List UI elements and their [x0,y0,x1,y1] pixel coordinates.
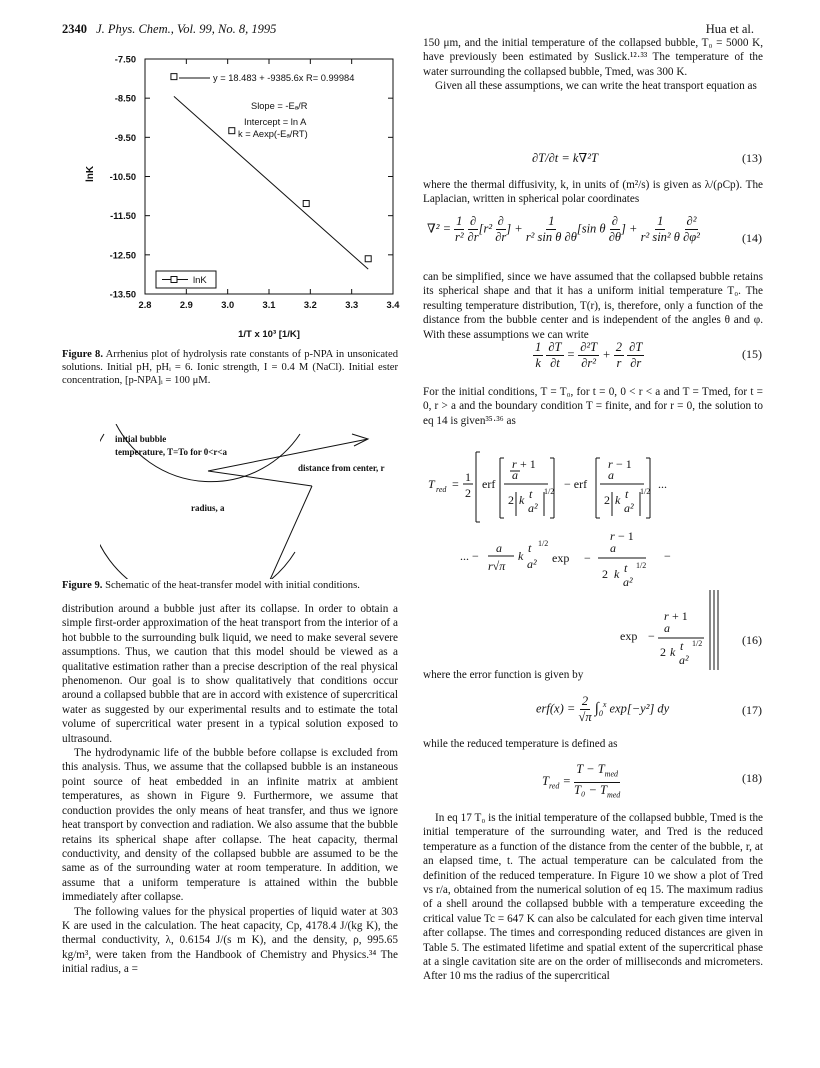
svg-text:k: k [614,567,620,581]
x-tick-label: 2.9 [179,300,193,310]
svg-text:−: − [664,549,671,563]
distance-label: distance from center, r [298,463,385,473]
x-tick-label: 3.1 [262,300,276,310]
running-header-authors: Hua et al. [705,22,754,36]
figure9-caption [62,579,398,592]
paragraph: In eq 17 T₀ is the initial temperature of the collapsed bubble, Tmed is the initial temperature of the surrounding water, and Tred is the reduced temperature as a function of the distance from the center of the bubble, r, at an elapsed time, t. The actual temperature can be calculated from the definition of the reduced temperature. In Figure 10 we show a plot of Tred vs r/a, obtained from the numerical solution of eq 15. The maximum radius of a shell around the collapsed bubble with a temperature exceeding the critical value Tc = 647 K can also be calculated for each given time interval after collapse. The times and corresponding reduced distances are given in Table 5. The estimated lifetime and spatial extent of the supercritical phase at a single cavitation site are on the order of milliseconds and micrometers. After 10 ms the radius of the supercritical [423,812,763,983]
x-tick-label: 3.4 [386,300,400,310]
svg-text:r: r [512,457,517,471]
y-tick-label: -9.50 [114,132,136,143]
fit-equation: y = 18.483 + -9385.6x R= 0.99984 [213,73,355,83]
figure8-caption [62,348,398,388]
right-text-block-4 [423,385,763,428]
svg-text:1/2: 1/2 [544,487,555,496]
data-point [229,128,235,134]
svg-text:−: − [648,629,655,643]
svg-text:− 1: − 1 [616,457,632,471]
paragraph: The following values for the physical properties of liquid water at 303 K are used in the calculation. The heat capacity, Cp, 4178.4 J/(kg K), the thermal conductivity, λ, 0.6154 J/(s m K), and the density, ρ, 995.65 kg/m³, were taken from the Handbook of Chemistry and Physics.³⁴ The initial radius, a = [62,905,398,976]
x-tick-label: 2.8 [138,300,152,310]
svg-text:−: − [584,551,591,565]
equation-14: ∇² = $\frac{1}{\text{r²}}$ $\frac{\partial}{\partial r}$ [r² $\frac{\partial}{\partial r}$ ] + $\frac{1}{\text{r² sin θ ∂θ}}$ [sin θ $\frac{\partial}{\partial\theta}$ ] + $\frac{1}{\text{r² sin² θ}}$ $\frac{\text{∂²}}{\text{∂φ²}}$ [427,214,700,244]
svg-text:2: 2 [604,493,610,507]
svg-text:k: k [519,493,525,507]
eq-number-18: (18) [742,771,762,785]
svg-text:+ 1: + 1 [520,457,536,471]
y-tick-label: -13.50 [109,289,136,300]
k-annotation: k = Aexp(-Eₐ/RT) [238,129,308,139]
svg-text:a: a [608,468,614,482]
svg-text:t: t [624,561,628,575]
y-tick-label: -10.50 [109,172,136,182]
data-point [303,201,309,207]
svg-text:r: r [608,457,613,471]
svg-text:a²: a² [528,501,538,515]
equation-15: $\frac{1}{k}$ $\frac{\partial T}{\partial t}$ = $\frac{\text{∂²T}}{\text{∂r²}}$ + $\frac{2}{r}$ $\frac{\partial T}{\partial r}$ [535,340,643,370]
data-point [365,256,371,262]
paragraph: Given all these assumptions, we can write the heat transport equation as [435,80,757,93]
svg-text:exp: exp [552,551,570,565]
svg-text:a²: a² [679,653,689,667]
svg-text:k: k [518,549,524,563]
svg-text:t: t [680,639,684,653]
eq-number-17: (17) [742,703,762,717]
slope-annotation: Slope = -Eₐ/R [251,101,308,111]
y-tick-label: -7.50 [114,54,136,65]
paragraph: 150 μm, and the initial temperature of the collapsed bubble, T₀ = 5000 K, have previously been estimated by Suslick.¹²·³³ The temperature of the water surrounding the collapsed bubble, Tmed, was 300 K. [423,37,763,78]
eq-number-16: (16) [742,633,762,647]
eq-number-15: (15) [742,347,762,361]
journal-citation: J. Phys. Chem., Vol. 99, No. 8, 1995 [96,22,277,36]
svg-text:erf: erf [482,477,496,491]
equation-16 [424,440,724,672]
paragraph: The hydrodynamic life of the bubble before collapse is excluded from this analysis. Thus, we assume that the collapsed bubble is an instaneous point source of heat embedded in an infinite matrix at ambient temperatures, as shown in Figure 9. Furthermore, we assume that conduction provides the only means of heat transfer, and thus we ignore heat transport by convection and radiation. We also assume that the bubble retains its spherical shape after collapse. The heat capacity, thermal conductivity, and density of the collapsed bubble are assumed to be the same as of the surrounding water at room temperature. In addition, we assume that a uniform temperature is attained within the bubble immediately after collapse. [62,747,398,904]
svg-text:a: a [610,541,616,555]
y-axis-label: lnK [85,165,96,183]
radius-line [208,471,312,486]
svg-text:t: t [625,487,629,501]
y-tick-label: -11.50 [110,211,136,222]
eq-number-14: (14) [742,231,762,245]
svg-text:a: a [664,621,670,635]
equation-17: erf(x) = $\frac{2}{√\pi}$ $\int_0^x$ exp[−y²] dy [536,694,670,724]
svg-text:1: 1 [465,470,471,484]
paragraph: while the reduced temperature is defined as [423,738,618,750]
svg-text:1/2: 1/2 [538,539,549,548]
x-tick-label: 3.3 [345,300,359,310]
equation-13: ∂T/∂t = k∇²T [532,151,598,165]
paragraph: can be simplified, since we have assumed that the collapsed bubble retains its spherical shape and that it has a uniform initial temperature T₀. The resulting temperature distribution, T(r), is, therefore, only a function of the distance from the bubble center and is independent of the angles θ and φ. With these assumptions we can write [423,271,763,341]
x-axis-label: 1/T x 10³ [1/K] [238,329,300,340]
heat-transfer-schematic [100,424,390,579]
paragraph: distribution around a bubble just after its collapse. In order to obtain a simple first-order approximation of the heat transport from the interior of a hot bubble to the surrounding bulk liquid, we need to make several severe assumptions. Thus, we caution that this model should be viewed as a qualitative estimation rather than a precise description of the real physical phenomenon. Our goal is to show qualitatively that conditions occur around a collapsed bubble that are in accord with existence of supercritical water as suggested by our experimental results and to estimate the total volume of supercritical water present in a typical solution exposed to ultrasound. [62,603,398,745]
svg-text:1/2: 1/2 [692,639,703,648]
svg-text:... −: ... − [460,549,479,563]
svg-text:red: red [436,485,447,494]
bubble-label-1: initial bubble [115,434,167,444]
eq-number-13: (13) [742,151,762,165]
svg-text:T: T [428,477,435,491]
svg-text:exp: exp [620,629,638,643]
y-tick-label: -8.50 [114,93,136,104]
figure9-caption-text: Schematic of the heat-transfer model with initial conditions. [105,580,360,591]
figure8-label: Figure 8. [62,349,103,360]
x-tick-label: 3.0 [221,300,235,310]
series-legend-marker [171,277,177,283]
radius-label: radius, a [191,503,225,513]
svg-text:r√π: r√π [488,559,506,573]
running-header-left [62,22,276,37]
right-text-block-2 [423,178,763,207]
svg-text:...: ... [658,477,667,491]
paragraph: where the error function is given by [423,669,584,681]
svg-text:1/2: 1/2 [640,487,651,496]
arrhenius-chart [62,48,408,346]
svg-text:r: r [610,529,615,543]
paragraph: where the thermal diffusivity, k, in units of (m²/s) is given as λ/(ρCp). The Laplacian, written in spherical polar coordinates [423,179,763,206]
svg-text:2: 2 [602,567,608,581]
right-text-block-3 [423,270,763,342]
svg-text:a²: a² [624,501,634,515]
svg-text:t: t [528,541,532,555]
y-tick-label: -12.50 [109,250,136,261]
svg-text:k: k [670,645,676,659]
paragraph: For the initial conditions, T = T₀, for t = 0, 0 < r < a and T = Tmed, for t = 0, r > a and the boundary condition T = finite, and for r = 0, the solution to eq 14 is given³⁵·³⁶ as [423,386,763,427]
svg-text:a: a [496,541,502,555]
figure9-label: Figure 9. [62,580,103,591]
page-number: 2340 [62,22,87,36]
svg-text:2: 2 [660,645,666,659]
right-text-block-7 [423,811,763,984]
svg-text:a²: a² [623,575,633,589]
left-column-text [62,602,398,977]
right-text-block-6 [423,737,763,751]
bubble-label-2: temperature, T=To for 0<r<a [115,447,228,457]
equation-18: $T_{red}$ = $\frac{T - T_{med}}{T_0 - T_{med}}$ [542,762,621,799]
svg-text:=: = [452,477,459,491]
figure8-caption-text: Arrhenius plot of hydrolysis rate constants of p-NPA in unsonicated solutions. Initial pH, pHᵢ = 6. Ionic strength, I = 0.4 M (NaCl). Initial ester concentration, [p-NPA]ᵢ = 100 μM. [62,349,398,387]
svg-text:a²: a² [527,557,537,571]
svg-text:+ 1: + 1 [672,609,688,623]
x-tick-label: 3.2 [303,300,317,310]
right-text-block-5 [423,668,763,682]
arrow-head-icon [352,434,368,446]
data-point [171,74,177,80]
svg-text:2: 2 [465,486,471,500]
svg-text:− erf: − erf [564,477,588,491]
svg-text:a: a [512,468,518,482]
series-legend-label: lnK [193,275,207,286]
svg-text:r: r [664,609,669,623]
intercept-annotation: Intercept = ln A [244,117,307,127]
svg-text:k: k [615,493,621,507]
svg-text:t: t [529,487,533,501]
svg-text:2: 2 [508,493,514,507]
right-text-block-1 [423,36,763,94]
svg-text:− 1: − 1 [618,529,634,543]
svg-text:1/2: 1/2 [636,561,647,570]
